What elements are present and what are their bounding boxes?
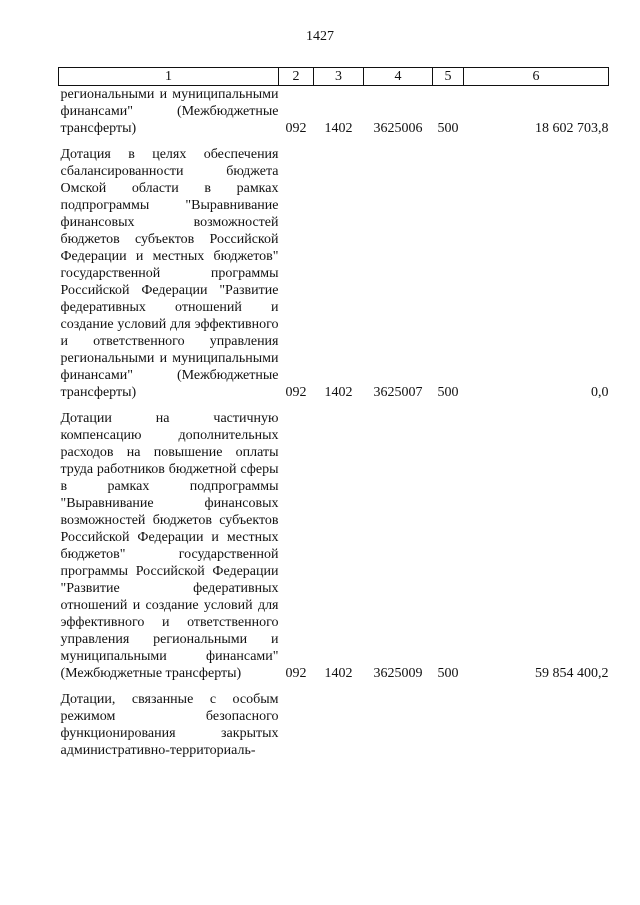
- row-amount: 18 602 703,8: [535, 121, 609, 136]
- row-spacer: [59, 682, 609, 691]
- row-section-code: 1402: [324, 666, 353, 681]
- row-section-code: 1402: [324, 121, 353, 136]
- table-row: [59, 146, 609, 401]
- table-row: [59, 691, 609, 759]
- row-admin-code: [279, 691, 314, 759]
- row-section-code: [314, 691, 364, 759]
- column-header-1: 1: [59, 68, 279, 86]
- row-description: региональными и муниципальными финансами" (Межбюджетные трансферты): [60, 87, 279, 136]
- row-amount: [464, 691, 609, 759]
- page-number: 1427: [306, 29, 334, 44]
- row-admin-code: 092: [285, 385, 307, 400]
- row-target-code: 3625006: [373, 121, 423, 136]
- column-header-6: 6: [464, 68, 609, 86]
- row-section-code: 1402: [324, 385, 353, 400]
- row-amount: 59 854 400,2: [535, 666, 609, 681]
- table-header-row: [59, 68, 609, 86]
- table-row: [59, 86, 609, 138]
- row-description: Дотация в целях обеспечения сбалансированности бюджета Омской области в рамках подпрограммы "Выравнивание финансовых возможностей бюджетов субъектов Российской Федерации и местных бюджетов" государственной программы Российской Федерации "Развитие федеративных отношений и создание условий для эффективного и ответственного управления региональными и муниципальными финансами" (Межбюджетные трансферты): [60, 147, 279, 400]
- row-target-code: 3625009: [373, 666, 423, 681]
- budget-table: [58, 67, 609, 759]
- row-expense-type: 500: [437, 666, 459, 681]
- row-description: Дотации, связанные с особым режимом безопасного функционирования закрытых административно-территориаль-: [60, 692, 279, 758]
- row-expense-type: [433, 691, 464, 759]
- row-admin-code: 092: [285, 666, 307, 681]
- row-target-code: [364, 691, 433, 759]
- column-header-4: 4: [364, 68, 433, 86]
- row-amount: 0,0: [591, 385, 609, 400]
- column-header-5: 5: [433, 68, 464, 86]
- row-expense-type: 500: [437, 385, 459, 400]
- row-spacer: [59, 401, 609, 410]
- column-header-3: 3: [314, 68, 364, 86]
- row-target-code: 3625007: [373, 385, 423, 400]
- column-header-2: 2: [279, 68, 314, 86]
- row-spacer: [59, 137, 609, 146]
- row-expense-type: 500: [437, 121, 459, 136]
- table-row: [59, 410, 609, 682]
- row-admin-code: 092: [285, 121, 307, 136]
- row-description: Дотации на частичную компенсацию дополнительных расходов на повышение оплаты труда работников бюджетной сферы в рамках подпрограммы "Выравнивание финансовых возможностей бюджетов субъектов Российской Федерации и местных бюджетов" государственной программы Российской Федерации "Развитие федеративных отношений и создание условий для эффективного и ответственного управления региональными и муниципальными финансами" (Межбюджетные трансферты): [60, 411, 279, 681]
